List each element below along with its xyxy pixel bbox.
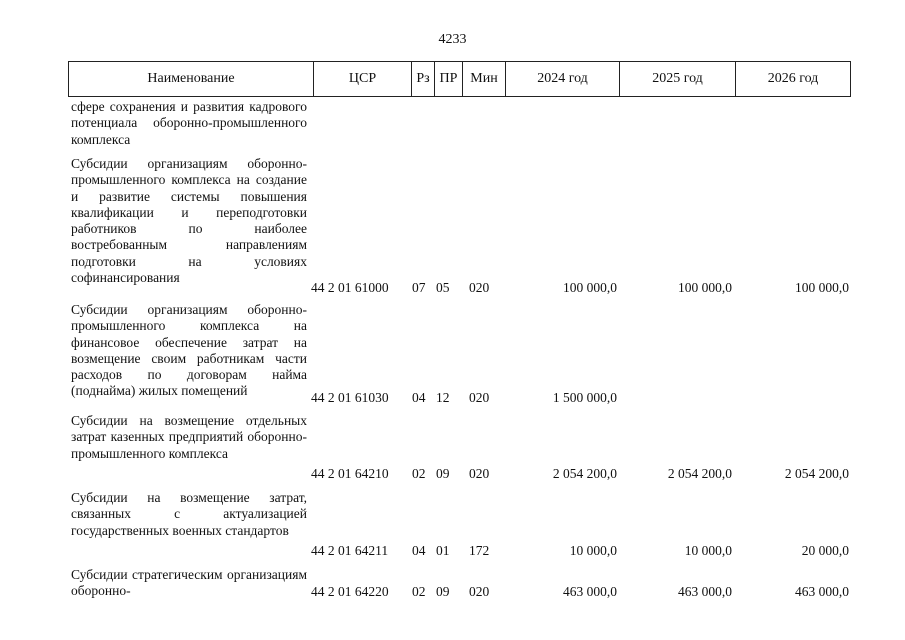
row-pr: 12 — [436, 390, 450, 405]
row-min: 020 — [469, 584, 490, 599]
row-name: Субсидии организациям оборонно-промышленного комплекса на финансовое обеспечение затрат на возмещение своим работникам части расходов по договорам найма (поднайма) жилых помещений — [71, 302, 307, 399]
row-min: 020 — [469, 466, 490, 481]
header-pr: ПР — [434, 62, 462, 96]
row-pr: 05 — [436, 280, 450, 295]
row-min: 172 — [469, 543, 490, 558]
row-pr: 09 — [436, 466, 450, 481]
row-min: 020 — [469, 390, 490, 405]
row-2025: 2 054 200,0 — [667, 466, 732, 481]
row-2024: 463 000,0 — [563, 584, 617, 599]
row-2026: 463 000,0 — [795, 584, 849, 599]
row-pr: 09 — [436, 584, 450, 599]
row-2025: 10 000,0 — [684, 543, 732, 558]
row-name: Субсидии стратегическим организациям оборонно- — [71, 567, 307, 599]
row-name: сфере сохранения и развития кадрового потенциала оборонно-промышленного комплекса — [71, 99, 307, 147]
row-csr: 44 2 01 64211 — [311, 543, 389, 558]
row-rz: 02 — [412, 584, 426, 599]
header-rz: Рз — [411, 62, 434, 96]
row-2024: 10 000,0 — [569, 543, 617, 558]
row-rz: 02 — [412, 466, 426, 481]
header-2026: 2026 год — [735, 62, 850, 96]
row-2026: 100 000,0 — [795, 280, 849, 295]
row-csr: 44 2 01 61000 — [311, 280, 389, 295]
table-header — [68, 61, 851, 97]
row-2025: 463 000,0 — [678, 584, 732, 599]
row-rz: 04 — [412, 390, 426, 405]
row-2025: 100 000,0 — [678, 280, 732, 295]
header-csr: ЦСР — [313, 62, 411, 96]
row-csr: 44 2 01 64220 — [311, 584, 389, 599]
header-2025: 2025 год — [619, 62, 735, 96]
header-min: Мин — [462, 62, 505, 96]
row-2024: 2 054 200,0 — [552, 466, 617, 481]
row-2024: 1 500 000,0 — [552, 390, 617, 405]
header-name: Наименование — [147, 71, 235, 86]
page-number: 4233 — [438, 32, 467, 47]
row-rz: 07 — [412, 280, 426, 295]
row-min: 020 — [469, 280, 490, 295]
row-2024: 100 000,0 — [563, 280, 617, 295]
row-csr: 44 2 01 64210 — [311, 466, 389, 481]
row-rz: 04 — [412, 543, 426, 558]
row-pr: 01 — [436, 543, 450, 558]
row-name: Субсидии на возмещение затрат, связанных с актуализацией государственных военных стандартов — [71, 490, 307, 538]
row-2026: 2 054 200,0 — [784, 466, 849, 481]
row-name: Субсидии на возмещение отдельных затрат казенных предприятий оборонно-промышленного комплекса — [71, 413, 307, 461]
row-name: Субсидии организациям оборонно-промышленного комплекса на создание и развитие системы повышения квалификации и переподготовки работников по наиболее востребованным направлениям подготовки на условиях софинансирования — [71, 156, 307, 286]
row-2026: 20 000,0 — [801, 543, 849, 558]
header-2024: 2024 год — [505, 62, 619, 96]
row-csr: 44 2 01 61030 — [311, 390, 389, 405]
